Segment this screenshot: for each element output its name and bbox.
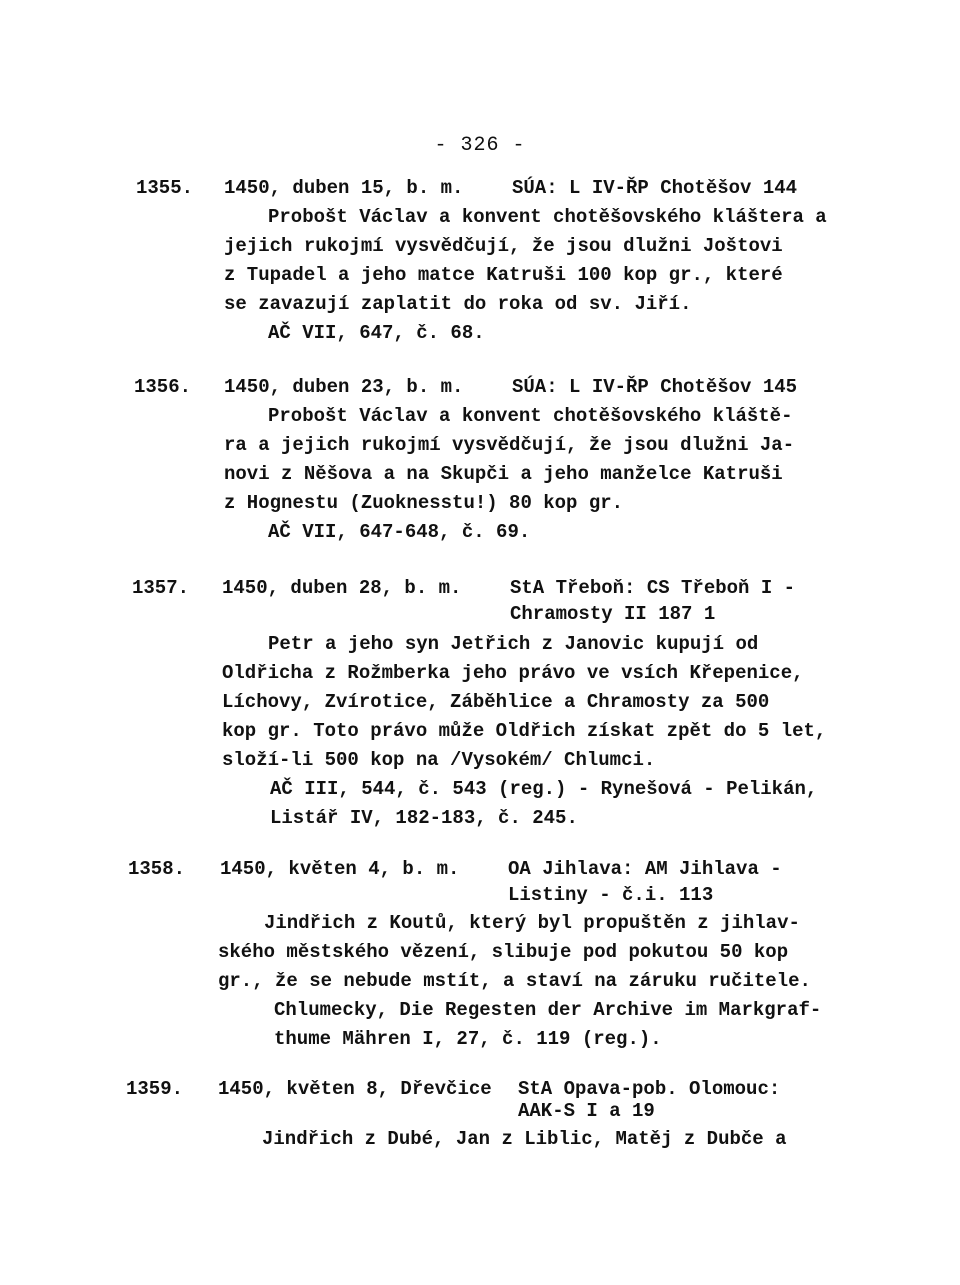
entry-source: AAK-S I a 19 <box>518 1100 655 1122</box>
entry-text-line: novi z Něšova a na Skupči a jeho manželce Katruši <box>224 463 783 485</box>
entry-text-line: kop gr. Toto právo může Oldřich získat zpět do 5 let, <box>222 720 827 742</box>
entry-text-line: z Hognestu (Zuoknesstu!) 80 kop gr. <box>224 492 624 514</box>
entry-source: StA Opava-pob. Olomouc: <box>518 1078 781 1100</box>
entry-text-line: ského městského vězení, slibuje pod pokutou 50 kop <box>218 941 789 963</box>
entry-text-line: Probošt Václav a konvent chotěšovského kláštera a <box>268 206 827 228</box>
entry-date: 1450, květen 8, Dřevčice <box>218 1078 492 1100</box>
entry-date: 1450, duben 15, b. m. <box>224 177 464 199</box>
entry-number: 1356. <box>134 376 192 398</box>
entry-text-line: Probošt Václav a konvent chotěšovského kláště- <box>268 405 793 427</box>
entry-source: StA Třeboň: CS Třeboň I - <box>510 577 796 599</box>
entry-date: 1450, květen 4, b. m. <box>220 858 460 880</box>
entry-source: SÚA: L IV-ŘP Chotěšov 145 <box>512 376 798 398</box>
entry-text-line: gr., že se nebude mstít, a staví na záruku ručitele. <box>218 970 811 992</box>
entry-text-line: Líchovy, Zvírotice, Záběhlice a Chramosty za 500 <box>222 691 770 713</box>
entry-text-line: jejich rukojmí vysvědčují, že jsou dlužni Joštovi <box>224 235 783 257</box>
entry-text-line: Jindřich z Dubé, Jan z Liblic, Matěj z Dubče a <box>262 1128 787 1150</box>
entry-text-line: ra a jejich rukojmí vysvědčují, že jsou dlužni Ja- <box>224 434 795 456</box>
entry-text-line: se zavazují zaplatit do roka od sv. Jiří. <box>224 293 692 315</box>
entry-number: 1358. <box>128 858 186 880</box>
entry-text-line: složí-li 500 kop na /Vysokém/ Chlumci. <box>222 749 656 771</box>
entry-citation: AČ III, 544, č. 543 (reg.) - Rynešová - Pelikán, <box>270 778 818 800</box>
entry-source: SÚA: L IV-ŘP Chotěšov 144 <box>512 177 798 199</box>
entry-source: OA Jihlava: AM Jihlava - <box>508 858 782 880</box>
entry-citation: Chlumecky, Die Regesten der Archive im Markgraf- <box>274 999 822 1021</box>
entry-citation: AČ VII, 647, č. 68. <box>268 322 485 344</box>
entry-citation: Listář IV, 182-183, č. 245. <box>270 807 578 829</box>
entry-date: 1450, duben 28, b. m. <box>222 577 462 599</box>
entry-text-line: z Tupadel a jeho matce Katruši 100 kop gr., které <box>224 264 783 286</box>
entry-citation: thume Mähren I, 27, č. 119 (reg.). <box>274 1028 662 1050</box>
entry-source: Chramosty II 187 1 <box>510 603 716 625</box>
entry-text-line: Oldřicha z Rožmberka jeho právo ve vsích Křepenice, <box>222 662 804 684</box>
entry-source: Listiny - č.i. 113 <box>508 884 714 906</box>
entry-text-line: Petr a jeho syn Jetřich z Janovic kupují od <box>268 633 759 655</box>
entry-citation: AČ VII, 647-648, č. 69. <box>268 521 531 543</box>
entry-text-line: Jindřich z Koutů, který byl propuštěn z jihlav- <box>264 912 800 934</box>
entry-number: 1359. <box>126 1078 184 1100</box>
page-number: - 326 - <box>434 134 526 157</box>
entry-number: 1355. <box>136 177 194 199</box>
entry-date: 1450, duben 23, b. m. <box>224 376 464 398</box>
entry-number: 1357. <box>132 577 190 599</box>
